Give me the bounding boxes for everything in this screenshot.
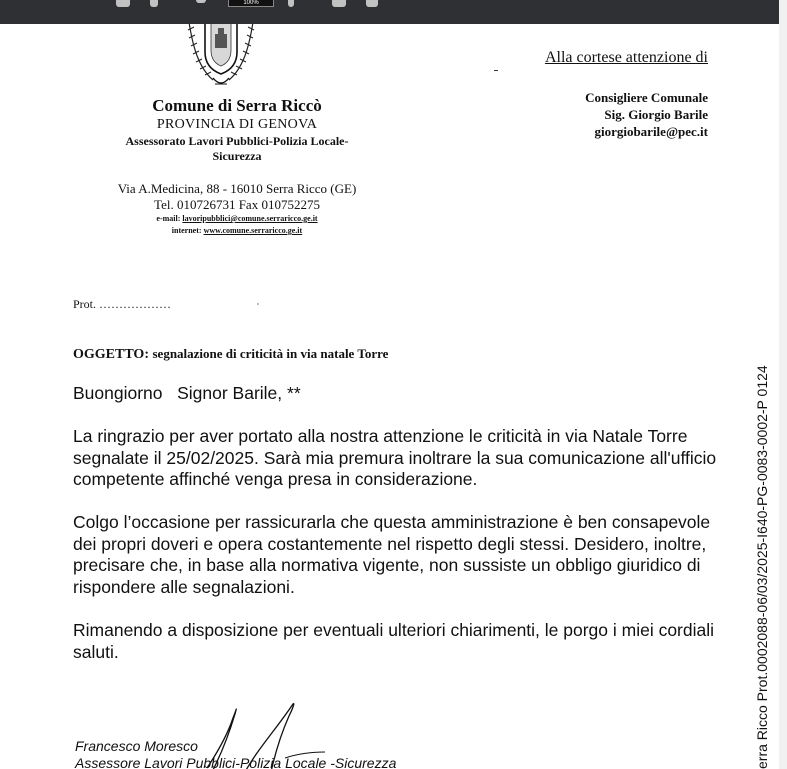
signatory-name: Francesco Moresco (75, 738, 198, 754)
commune-name: Comune di Serra Riccò (152, 96, 322, 115)
fit-page-icon[interactable] (332, 0, 346, 7)
letterhead (96, 96, 378, 237)
zoom-in-icon[interactable] (288, 0, 294, 7)
protocol-stamp: erra Ricco Prot.0002088-06/03/2025-I640-PG-0083-0002-P 0124 (754, 365, 770, 769)
recipient-block (585, 89, 708, 140)
coat-of-arms-icon (183, 24, 259, 90)
paragraph-closing: Rimanendo a disposizione per eventuali ulteriori chiarimenti, le porgo i miei cordiali saluti. (73, 620, 715, 662)
viewer-toolbar (0, 0, 779, 24)
paragraph-thanks: La ringrazio per aver portato alla nostra attenzione le criticità in via Natale Torre segnalate il 25/02/2025. Sarà mia premura inoltrare la sua comunicazione all'ufficio competente affinché venga presa in considerazione. (73, 426, 717, 489)
recipient-name: Sig. Giorgio Barile (604, 107, 708, 122)
protocol-line: Prot. ……………… (73, 297, 172, 311)
phone-line: Tel. 010726731 Fax 010752275 (154, 197, 320, 212)
email-line (96, 213, 378, 225)
subject-text: segnalazione di criticità in via natale Torre (152, 346, 389, 361)
document-page (0, 24, 779, 769)
website-line (96, 225, 378, 237)
page-number-box[interactable] (116, 0, 130, 7)
email-label: e-mail: (156, 214, 181, 223)
rotate-icon[interactable] (366, 0, 378, 7)
website-link[interactable]: www.comune.serraricco.ge.it (203, 226, 303, 235)
zoom-level[interactable]: 100% (228, 0, 274, 7)
email-link[interactable]: lavoripubblici@comune.serraricco.ge.it (182, 214, 318, 223)
attention-line: Alla cortese attenzione di (544, 49, 708, 66)
subject-line (73, 346, 388, 363)
paragraph-reassurance: Colgo l’occasione per rassicurarla che questa amministrazione è ben consapevole dei propri doveri e opera costantemente nel rispetto degli stessi. Desidero, inoltre, precisare che, in base alla normativa vigente, non sussiste un obbligo giuridico di rispondere alle segnalazioni. (73, 512, 711, 597)
province-name: PROVINCIA DI GENOVA (156, 117, 318, 132)
recipient-role: Consigliere Comunale (585, 90, 708, 105)
department-name: Assessorato Lavori Pubblici-Polizia Locale-Sicurezza (125, 134, 349, 163)
address-line: Via A.Medicina, 88 - 16010 Serra Ricco (GE) (117, 181, 357, 196)
website-label: internet: (171, 226, 202, 235)
signatory-role: Assessore Lavori Pubblici-Polizia Locale -Sicurezza (75, 755, 397, 769)
subject-label: OGGETTO: (73, 347, 149, 362)
scan-mark (257, 303, 259, 305)
page-total-icon (150, 0, 158, 7)
divider (494, 70, 498, 71)
greeting: Buongiorno Signor Barile, ** (73, 383, 301, 403)
zoom-out-icon[interactable] (196, 0, 206, 3)
scrollbar[interactable] (779, 0, 787, 769)
recipient-email: giorgiobarile@pec.it (594, 124, 708, 139)
